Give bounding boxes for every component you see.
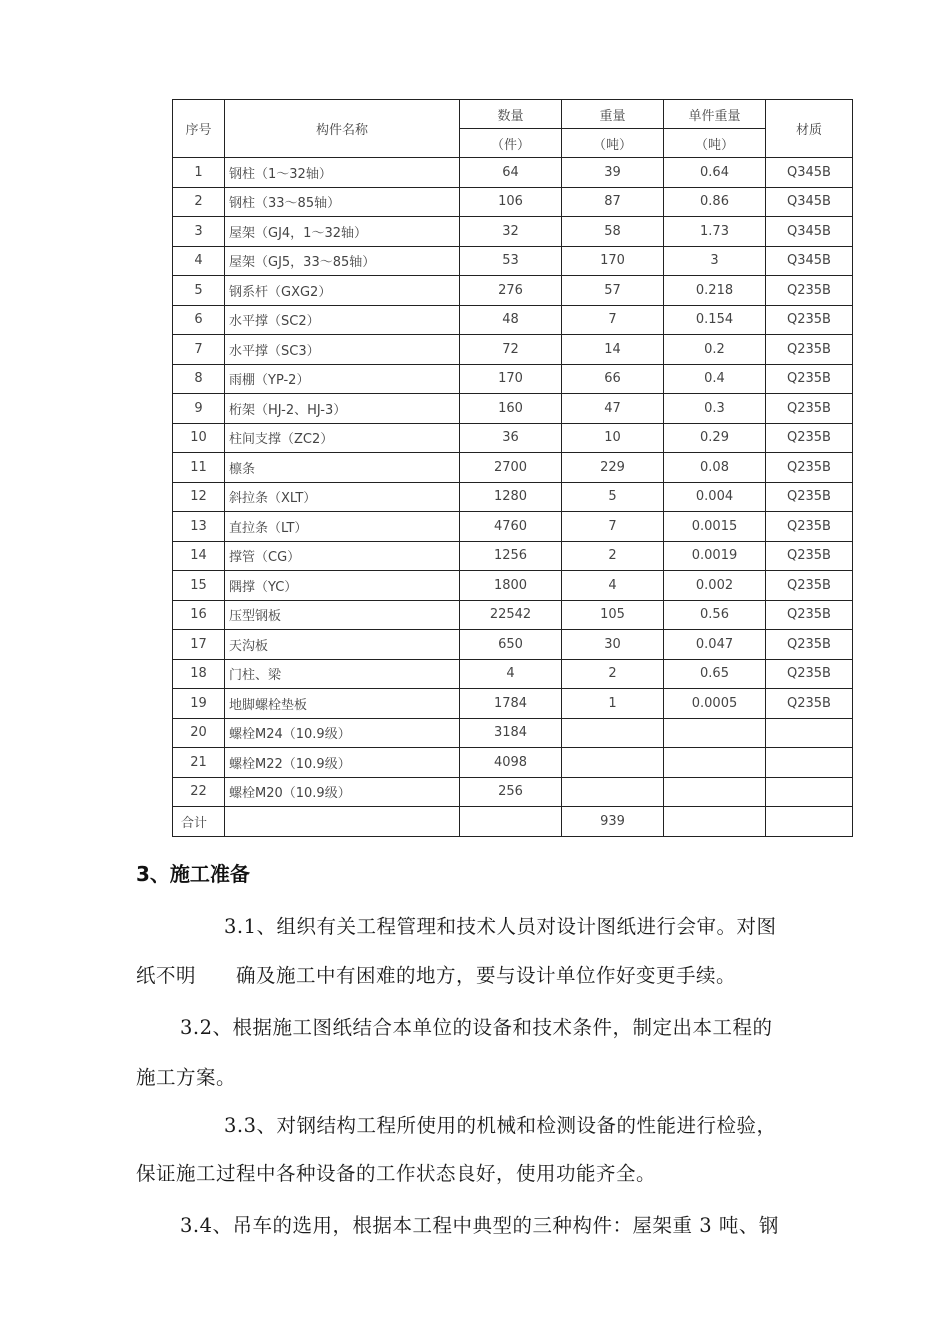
total-label: 合计: [173, 807, 225, 837]
row-material: Q235B: [766, 335, 853, 365]
table-row: [173, 158, 853, 188]
row-index: 4: [173, 246, 225, 276]
row-unit-weight: 0.08: [664, 453, 766, 483]
row-index: 1: [173, 158, 225, 188]
row-unit-weight: 0.56: [664, 600, 766, 630]
total-qty: [460, 807, 562, 837]
row-name: 钢系杆（GXG2）: [225, 276, 460, 306]
table-row: [173, 541, 853, 571]
row-material: Q235B: [766, 482, 853, 512]
paragraph-3-1-line-1: 3.1、组织有关工程管理和技术人员对设计图纸进行会审。对图: [224, 915, 777, 938]
table-row: [173, 423, 853, 453]
table-row: [173, 305, 853, 335]
row-unit-weight: 0.154: [664, 305, 766, 335]
header-qty: 数量: [460, 100, 562, 129]
table-row: [173, 689, 853, 719]
row-weight: 7: [562, 512, 664, 542]
row-material: Q235B: [766, 541, 853, 571]
row-index: 3: [173, 217, 225, 247]
row-name: 压型钢板: [225, 600, 460, 630]
row-qty: 2700: [460, 453, 562, 483]
row-material: Q345B: [766, 246, 853, 276]
row-weight: 87: [562, 187, 664, 217]
row-unit-weight: 3: [664, 246, 766, 276]
row-index: 17: [173, 630, 225, 660]
row-weight: 47: [562, 394, 664, 424]
row-name: 直拉条（LT）: [225, 512, 460, 542]
row-index: 14: [173, 541, 225, 571]
row-qty: 4760: [460, 512, 562, 542]
row-index: 13: [173, 512, 225, 542]
row-unit-weight: [664, 777, 766, 807]
row-qty: 4098: [460, 748, 562, 778]
row-unit-weight: [664, 748, 766, 778]
row-unit-weight: 0.0019: [664, 541, 766, 571]
row-name: 天沟板: [225, 630, 460, 660]
row-index: 20: [173, 718, 225, 748]
row-weight: [562, 718, 664, 748]
row-qty: 256: [460, 777, 562, 807]
table-row: [173, 276, 853, 306]
row-weight: 10: [562, 423, 664, 453]
row-weight: 5: [562, 482, 664, 512]
row-material: Q235B: [766, 630, 853, 660]
row-weight: 1: [562, 689, 664, 719]
components-table: [172, 99, 853, 837]
row-material: Q235B: [766, 364, 853, 394]
row-index: 21: [173, 748, 225, 778]
paragraph-3-2-line-2: 施工方案。: [136, 1066, 237, 1089]
row-material: Q235B: [766, 600, 853, 630]
row-index: 12: [173, 482, 225, 512]
row-name: 雨棚（YP-2）: [225, 364, 460, 394]
row-index: 6: [173, 305, 225, 335]
table-row: [173, 482, 853, 512]
row-name: 螺栓M24（10.9级）: [225, 718, 460, 748]
paragraph-3-3-line-2: 保证施工过程中各种设备的工作状态良好，使用功能齐全。: [136, 1162, 657, 1185]
table-row: [173, 187, 853, 217]
row-qty: 36: [460, 423, 562, 453]
row-name: 桁架（HJ-2、HJ-3）: [225, 394, 460, 424]
row-material: Q235B: [766, 423, 853, 453]
row-name: 屋架（GJ4，1～32轴）: [225, 217, 460, 247]
row-qty: 3184: [460, 718, 562, 748]
row-material: Q235B: [766, 571, 853, 601]
header-material: 材质: [766, 100, 853, 158]
row-qty: 106: [460, 187, 562, 217]
row-index: 8: [173, 364, 225, 394]
row-qty: 276: [460, 276, 562, 306]
row-unit-weight: 0.002: [664, 571, 766, 601]
row-material: Q235B: [766, 276, 853, 306]
row-name: 撑管（CG）: [225, 541, 460, 571]
row-qty: 53: [460, 246, 562, 276]
row-unit-weight: 0.86: [664, 187, 766, 217]
table-row: [173, 453, 853, 483]
row-weight: [562, 748, 664, 778]
table-row: [173, 718, 853, 748]
table-row: [173, 335, 853, 365]
header-qty-unit: （件）: [460, 129, 562, 158]
header-unit-weight-unit: （吨）: [664, 129, 766, 158]
table-row: [173, 600, 853, 630]
total-material: [766, 807, 853, 837]
row-unit-weight: 0.29: [664, 423, 766, 453]
row-name: 水平撑（SC2）: [225, 305, 460, 335]
row-material: [766, 748, 853, 778]
row-name: 斜拉条（XLT）: [225, 482, 460, 512]
table-total-row: [173, 807, 853, 837]
row-material: Q345B: [766, 187, 853, 217]
table-row: [173, 246, 853, 276]
row-index: 18: [173, 659, 225, 689]
row-weight: 170: [562, 246, 664, 276]
row-qty: 1784: [460, 689, 562, 719]
row-unit-weight: 0.0015: [664, 512, 766, 542]
row-name: 隅撑（YC）: [225, 571, 460, 601]
row-name: 檩条: [225, 453, 460, 483]
table-row: [173, 777, 853, 807]
row-index: 11: [173, 453, 225, 483]
row-weight: 229: [562, 453, 664, 483]
section-heading: 3、施工准备: [136, 862, 250, 886]
row-name: 螺栓M20（10.9级）: [225, 777, 460, 807]
row-name: 地脚螺栓垫板: [225, 689, 460, 719]
row-name: 钢柱（33～85轴）: [225, 187, 460, 217]
table-row: [173, 630, 853, 660]
header-weight: 重量: [562, 100, 664, 129]
header-unit-weight: 单件重量: [664, 100, 766, 129]
row-weight: 66: [562, 364, 664, 394]
row-weight: 39: [562, 158, 664, 188]
row-index: 9: [173, 394, 225, 424]
row-unit-weight: 1.73: [664, 217, 766, 247]
row-qty: 160: [460, 394, 562, 424]
row-material: Q235B: [766, 512, 853, 542]
row-unit-weight: 0.004: [664, 482, 766, 512]
row-qty: 32: [460, 217, 562, 247]
row-name: 柱间支撑（ZC2）: [225, 423, 460, 453]
row-weight: 2: [562, 659, 664, 689]
row-index: 19: [173, 689, 225, 719]
row-material: [766, 777, 853, 807]
paragraph-3-2-line-1: 3.2、根据施工图纸结合本单位的设备和技术条件，制定出本工程的: [180, 1016, 773, 1039]
row-name: 水平撑（SC3）: [225, 335, 460, 365]
row-material: Q235B: [766, 659, 853, 689]
header-name: 构件名称: [225, 100, 460, 158]
row-weight: [562, 777, 664, 807]
row-material: Q235B: [766, 689, 853, 719]
row-unit-weight: 0.65: [664, 659, 766, 689]
row-unit-weight: 0.047: [664, 630, 766, 660]
row-name: 屋架（GJ5，33～85轴）: [225, 246, 460, 276]
row-qty: 4: [460, 659, 562, 689]
row-index: 2: [173, 187, 225, 217]
table-row: [173, 659, 853, 689]
row-material: Q235B: [766, 394, 853, 424]
row-weight: 4: [562, 571, 664, 601]
row-unit-weight: 0.2: [664, 335, 766, 365]
row-qty: 650: [460, 630, 562, 660]
row-index: 22: [173, 777, 225, 807]
row-weight: 57: [562, 276, 664, 306]
row-material: Q345B: [766, 217, 853, 247]
table-row: [173, 571, 853, 601]
row-material: Q235B: [766, 453, 853, 483]
row-material: Q235B: [766, 305, 853, 335]
row-weight: 2: [562, 541, 664, 571]
row-qty: 1800: [460, 571, 562, 601]
row-qty: 1256: [460, 541, 562, 571]
table-header-row: [173, 100, 853, 129]
row-weight: 7: [562, 305, 664, 335]
row-index: 5: [173, 276, 225, 306]
table-row: [173, 748, 853, 778]
row-name: 螺栓M22（10.9级）: [225, 748, 460, 778]
row-unit-weight: 0.4: [664, 364, 766, 394]
row-name: 钢柱（1～32轴）: [225, 158, 460, 188]
row-name: 门柱、梁: [225, 659, 460, 689]
row-weight: 30: [562, 630, 664, 660]
paragraph-3-1-line-2: 纸不明 确及施工中有困难的地方，要与设计单位作好变更手续。: [136, 964, 737, 987]
table-row: [173, 512, 853, 542]
row-material: Q345B: [766, 158, 853, 188]
row-qty: 22542: [460, 600, 562, 630]
row-qty: 170: [460, 364, 562, 394]
row-weight: 58: [562, 217, 664, 247]
total-name: [225, 807, 460, 837]
paragraph-3-3-line-1: 3.3、对钢结构工程所使用的机械和检测设备的性能进行检验，: [224, 1114, 777, 1137]
row-index: 16: [173, 600, 225, 630]
row-weight: 14: [562, 335, 664, 365]
row-weight: 105: [562, 600, 664, 630]
row-index: 7: [173, 335, 225, 365]
row-material: [766, 718, 853, 748]
row-qty: 48: [460, 305, 562, 335]
row-qty: 64: [460, 158, 562, 188]
row-index: 10: [173, 423, 225, 453]
table-row: [173, 394, 853, 424]
table-row: [173, 217, 853, 247]
table-row: [173, 364, 853, 394]
row-unit-weight: 0.3: [664, 394, 766, 424]
row-qty: 1280: [460, 482, 562, 512]
row-unit-weight: [664, 718, 766, 748]
paragraph-3-4-line-1: 3.4、吊车的选用，根据本工程中典型的三种构件：屋架重 3 吨、钢: [180, 1214, 779, 1237]
row-unit-weight: 0.0005: [664, 689, 766, 719]
row-unit-weight: 0.218: [664, 276, 766, 306]
header-index: 序号: [173, 100, 225, 158]
row-index: 15: [173, 571, 225, 601]
header-weight-unit: （吨）: [562, 129, 664, 158]
total-weight: 939: [562, 807, 664, 837]
total-unit-weight: [664, 807, 766, 837]
row-qty: 72: [460, 335, 562, 365]
row-unit-weight: 0.64: [664, 158, 766, 188]
